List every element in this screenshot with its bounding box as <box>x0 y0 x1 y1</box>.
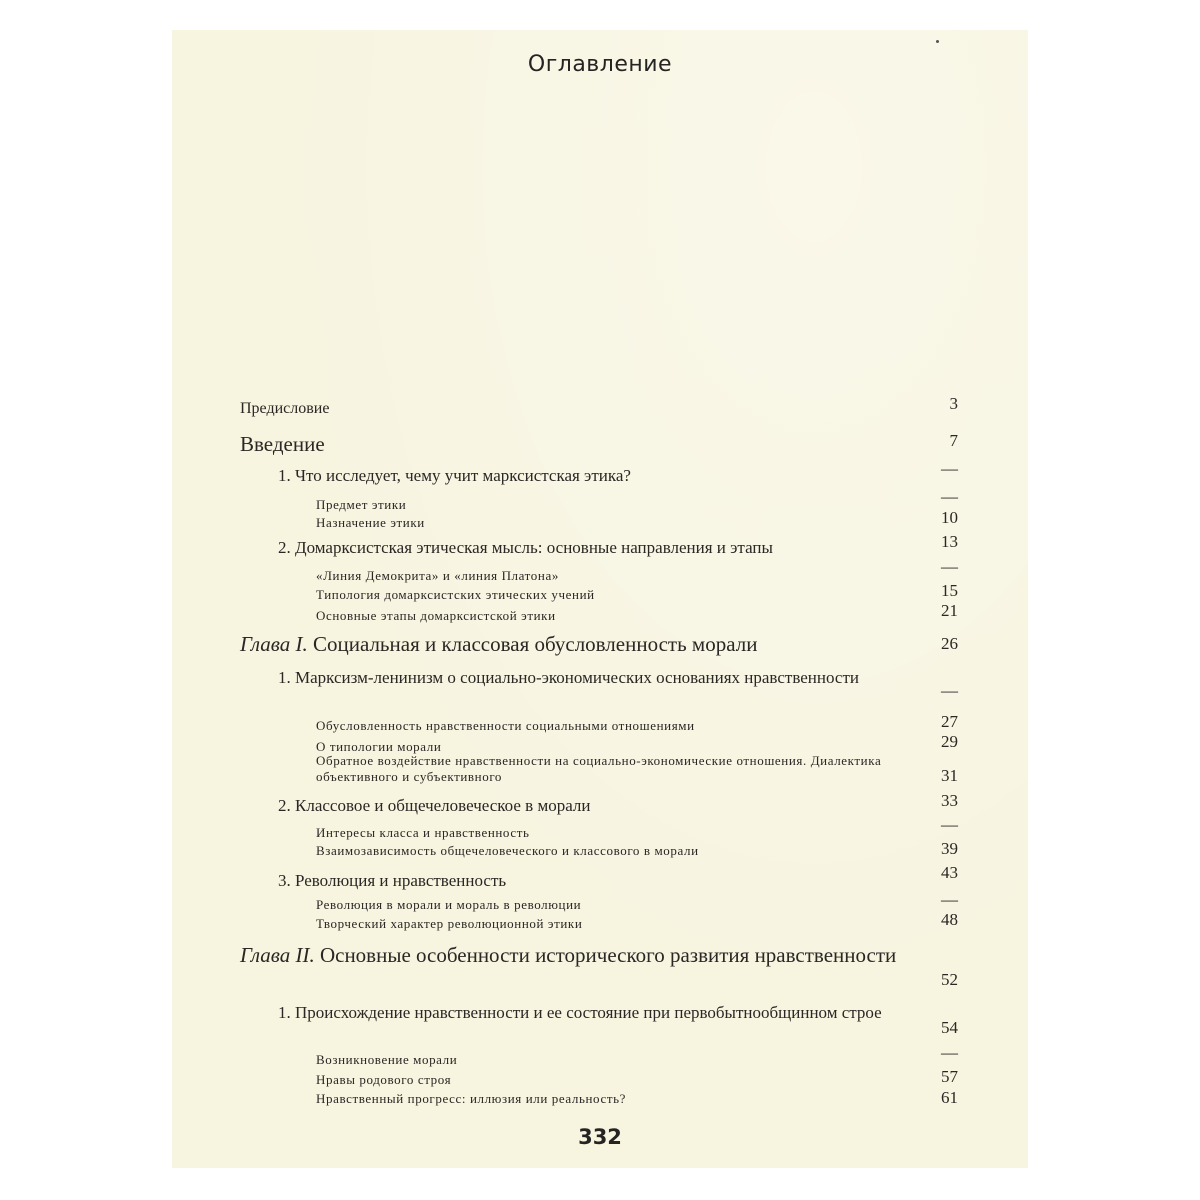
toc-entry-page: 43 <box>941 863 958 882</box>
chapter-title: Социальная и классовая обусловленность морали <box>312 632 758 656</box>
toc-entry-page: 61 <box>941 1088 958 1107</box>
toc-subsection: 1. Марксизм-ленинизм о социально-экономических основаниях нравственности <box>278 668 859 687</box>
toc-item: Обусловленность нравственности социальными отношениями <box>316 718 695 733</box>
toc-subsection: 1. Что исследует, чему учит марксистская этика? <box>278 466 631 485</box>
toc-entry-page: — <box>941 1043 958 1062</box>
toc-entry-page: 29 <box>941 732 958 751</box>
toc-entry-page: 10 <box>941 508 958 527</box>
toc-entry-page: — <box>941 890 958 909</box>
toc-entry-page: 54 <box>941 1018 958 1037</box>
toc-entry-page: 52 <box>941 970 958 989</box>
toc-chapter-heading <box>240 942 900 969</box>
toc-item: «Линия Демокрита» и «линия Платона» <box>316 568 559 583</box>
toc-entry-page: 15 <box>941 581 958 600</box>
toc-entry-page: — <box>941 681 958 700</box>
toc-subsection: 3. Революция и нравственность <box>278 871 507 890</box>
toc-entry-page: 21 <box>941 601 958 620</box>
toc-item: Нравственный прогресс: иллюзия или реальность? <box>316 1091 627 1106</box>
toc-entry-page: 39 <box>941 839 958 858</box>
chapter-label: Глава I. <box>240 632 308 656</box>
page-number: 332 <box>578 1125 622 1149</box>
toc-item: О типологии морали <box>316 739 442 754</box>
toc-item: Обратное воздействие нравственности на социально-экономические отношения. Диалектика объективного и субъективного <box>316 753 882 784</box>
toc-entry-page: 13 <box>941 532 958 551</box>
toc-entry-page: 31 <box>941 766 958 785</box>
toc-item: Типология домарксистских этических учений <box>316 587 595 602</box>
toc-item: Возникновение морали <box>316 1052 458 1067</box>
toc-entry-page: — <box>941 487 958 506</box>
toc-section-heading: Введение <box>240 432 325 456</box>
toc-entry-page: — <box>941 459 958 478</box>
page-title: Оглавление <box>527 52 673 77</box>
toc-item: Нравы родового строя <box>316 1072 452 1087</box>
toc-entry-text: Предисловие <box>240 400 330 417</box>
toc-entry-page: 27 <box>941 712 958 731</box>
toc-item: Предмет этики <box>316 497 407 512</box>
toc-subsection: 1. Происхождение нравственности и ее состояние при первобытнообщинном строе <box>278 1003 882 1022</box>
toc-entry-page: 3 <box>949 394 958 413</box>
toc-entry-page: 57 <box>941 1067 958 1086</box>
chapter-label: Глава II. <box>240 943 315 967</box>
chapter-title: Основные особенности исторического развития нравственности <box>319 943 897 967</box>
toc-chapter-heading <box>240 632 757 657</box>
toc-entry-page: 48 <box>941 910 958 929</box>
toc-item: Назначение этики <box>316 515 425 530</box>
toc-item: Взаимозависимость общечеловеческого и классового в морали <box>316 843 699 858</box>
toc-entry-page: 7 <box>949 431 958 450</box>
toc-subsection: 2. Домарксистская этическая мысль: основные направления и этапы <box>278 538 773 557</box>
toc-entry-page: 33 <box>941 791 958 810</box>
toc-entry-page: — <box>941 557 958 576</box>
book-page <box>172 30 1028 1168</box>
toc-item: Творческий характер революционной этики <box>316 916 583 931</box>
toc-subsection: 2. Классовое и общечеловеческое в морали <box>278 796 591 815</box>
print-speck <box>936 40 939 43</box>
toc-entry-page: — <box>941 815 958 834</box>
toc-item: Основные этапы домарксистской этики <box>316 608 556 623</box>
toc-entry-page: 26 <box>941 634 958 653</box>
toc-item: Революция в морали и мораль в революции <box>316 897 582 912</box>
toc-item: Интересы класса и нравственность <box>316 825 530 840</box>
